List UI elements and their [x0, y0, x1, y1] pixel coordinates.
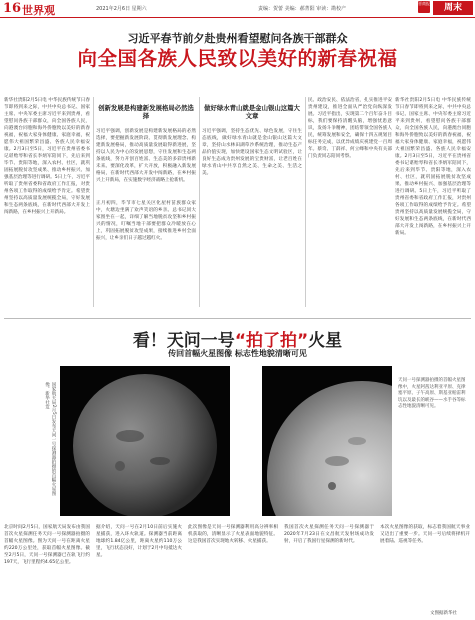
column-divider: [305, 97, 306, 307]
column-heading-innovation: 创新发展是构建新发展格局必然选择: [98, 104, 194, 120]
headline-subtitle: 习近平春节前夕赴贵州看望慰问各族干部群众: [127, 32, 348, 45]
mars-article-col-1: 北京时间2月5日，国家航天局发布由我国首次火星探测任务天问一号探测器拍摄的首幅火星图像。图为天问一号在距离火星约220万公里处，获取首幅火星图像。截至2月5日，天问一号探测器已在轨飞行约197天，飞行里程约4.65亿公里。: [4, 525, 90, 565]
mars-article-col-3: 此次图像是天问一号探测器利用高分辨率相机获取的，清晰显示了火星表面地貌特征。这是我国首次实现地火转移、火星捕获。: [188, 525, 278, 544]
mars-article-col-2: 据介绍，天问一号在2月10日前后实施火星捕获，进入环火轨道。探测器当前距离地球约1.84亿公里，距离火星约110万公里，飞行状态良好，计划于2月中旬抵达火星。: [96, 525, 182, 558]
mars-image-detail: [262, 366, 392, 516]
mars-headline-post: 火星: [308, 331, 343, 351]
page-header: [0, 0, 475, 18]
mars-strapline: 传回首幅火星图像 标志性地貌清晰可见: [168, 349, 307, 358]
section-title: 世界观: [22, 4, 55, 17]
mars-article-col-4: 我国首次火星探测任务天问一号探测器于2020年7月23日在文昌航天发射场成功发射，开启了我国行星探测的新时代。: [284, 525, 374, 544]
weekend-tag: 周末: [433, 1, 473, 15]
newspaper-badge: 晋商报: [418, 1, 430, 13]
mars-image: [60, 366, 230, 516]
mars-photo-left: [60, 366, 230, 516]
mars-article-col-5: 本次火星图像的获取，标志着我国航天事业又迈出了重要一步。天问一号后续将择机开展着陆、巡视等任务。: [380, 525, 470, 544]
article-column-6: 新华社贵阳2月5日电 中华民族传统节日春节即将到来之际，中共中央总书记、国家主席、中央军委主席习近平来到贵州，看望慰问各族干部群众，向全国各族人民，向港澳台同胞和海外侨胞致以美好的新春祝福，祝福大家身体健康、家庭幸福，祝愿伟大祖国繁荣昌盛、各族人民幸福安康。2月3日至5日，习近平在贵州省委书记谌贻琴和省长李炳军陪同下，先后来到毕节、贵阳等地，深入农村、社区，就巩固拓展脱贫攻坚成果、推动乡村振兴、加强基层治理等进行调研。5日上午，习近平听取了贵州省委和省政府工作汇报，对贵州各项工作取得的成绩给予肯定。希望贵州坚持以高质量发展统揽全局，守好发展和生态两条底线，在新时代西部大开发上闯新路，在乡村振兴上开新局。: [395, 98, 471, 236]
article-column-4: 习近平强调，坚持生态优先、绿色发展，守住生态底线，做好绿水青山就是金山银山这篇大文章，坚持山水林田湖草沙系统治理，推动生态产品价值实现，加快建设国家生态文明试验区，让良好生态成为贵州发展的宝贵财富，让老百姓在绿水青山中共享自然之美、生命之美、生活之美。: [202, 129, 302, 176]
column-divider: [93, 97, 94, 307]
section-divider: [4, 318, 471, 319]
photo-credit: 文图据新华社: [430, 611, 457, 616]
headline-main: 向全国各族人民致以美好的新春祝福: [77, 47, 398, 70]
article-column-1: 新华社贵阳2月5日电 中华民族传统节日春节即将到来之际，中共中央总书记、国家主席、中央军委主席习近平来到贵州，看望慰问各族干部群众，向全国各族人民，向港澳台同胞和海外侨胞致以美好的新春祝福，祝福大家身体健康、家庭幸福，祝愿伟大祖国繁荣昌盛、各族人民幸福安康。2月3日至5日，习近平在贵州省委书记谌贻琴和省长李炳军陪同下，先后来到毕节、贵阳等地，深入农村、社区，就巩固拓展脱贫攻坚成果、推动乡村振兴、加强基层治理等进行调研。5日上午，习近平听取了贵州省委和省政府工作汇报，对贵州各项工作取得的成绩给予肯定。希望贵州坚持以高质量发展统揽全局，守好发展和生态两条底线，在新时代西部大开发上闯新路，在乡村振兴上开新局。: [4, 98, 90, 215]
photo-caption-left: 国家航天局2月5日发布天问一号探测器拍摄的首幅火星图像。新华社发: [44, 382, 56, 496]
article-column-3: 习近平强调，创新发展是构建新发展格局的必然选择，要把握新发展阶段、贯彻新发展理念、构建新发展格局，推动高质量发展取得新进展，坚持以人民为中心的发展思想，守住发展和生态两条底线，努力开创百姓富、生态美的多彩贵州新未来。要深化改革，扩大开放，积极融入新发展格局，在新时代西部大开发中闯新路，在乡村振兴上开新局，在实施数字经济战略上抢新机。: [96, 129, 196, 183]
photo-caption-right: 天问一号探测器拍摄的首幅火星图像中，火星阿茜达利亚平原、克律塞平原、子午高原、斯基亚帕雷利坑以及最长的峡谷——水手谷等标志性地貌清晰可见。: [398, 378, 466, 409]
mars-photo-right: [262, 366, 392, 516]
column-heading-ecology: 做好绿水青山就是金山银山这篇大文章: [204, 104, 300, 120]
column-divider: [199, 97, 200, 307]
mars-headline-quote: “拍了拍”: [234, 331, 309, 351]
article-column-2: 正月初四，毕节市七星关区化屋村苗族群众家中，火塘边坐满了欢声笑语的乡亲。总书记同大家围坐在一起，详细了解当地脱贫攻坚和乡村振兴的情况，叮嘱当地干部要把群众冷暖放在心上，巩固拓展脱贫攻坚成果，接续推进乡村全面振兴，让乡亲们日子越过越红火。: [96, 201, 196, 241]
page-number: 16: [3, 1, 22, 16]
editor-credits: 责编：贺蕾 美编：郝菁阳 审读：勘校产: [258, 6, 347, 12]
issue-date: 2021年2月6日 星期六: [96, 6, 147, 12]
mars-headline-pre: 看！天问一号: [132, 331, 235, 351]
article-column-5: 民、政治安民、依法治省，扎实推进平安贵州建设，推进全面从严治党向纵深发展。习近平指出，实现第二个百年奋斗目标，我们要保持清醒头脑，增强忧患意识，发扬斗争精神，团结带领全国各族人民，统筹发展和安全，确保十四五规划目标任务完成，以优异成绩庆祝建党一百周年。蔡奇、丁薛祥、何立峰和中央有关部门负责同志陪同考察。: [308, 98, 392, 159]
